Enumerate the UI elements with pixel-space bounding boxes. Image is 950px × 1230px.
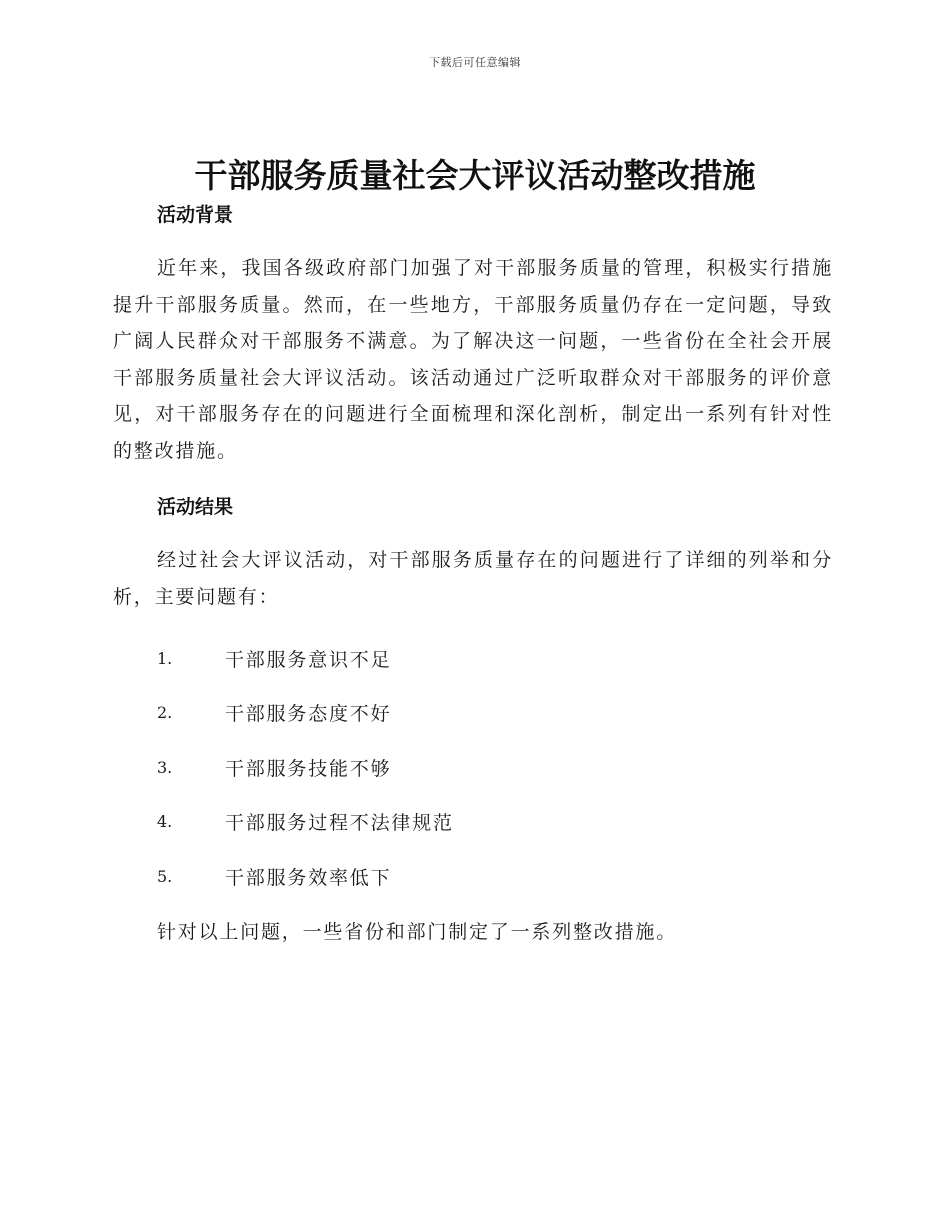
problem-list <box>113 631 833 904</box>
list-item-text: 干部服务过程不法律规范 <box>225 812 454 835</box>
page-header-note: 下载后可任意编辑 <box>429 56 521 69</box>
list-item-number: 4. <box>157 812 173 832</box>
section-heading-results: 活动结果 <box>157 496 234 518</box>
list-item-number: 5. <box>157 866 173 886</box>
results-paragraph: 经过社会大评议活动，对干部服务质量存在的问题进行了详细的列举和分析，主要问题有： <box>113 549 833 608</box>
list-item <box>113 631 833 686</box>
list-item-text: 干部服务态度不好 <box>225 703 392 726</box>
list-item <box>113 740 833 795</box>
background-paragraph: 近年来，我国各级政府部门加强了对干部服务质量的管理，积极实行措施提升干部服务质量。然而，在一些地方，干部服务质量仍存在一定问题，导致广阔人民群众对干部服务不满意。为了解决这一问题，一些省份在全社会开展干部服务质量社会大评议活动。该活动通过广泛听取群众对干部服务的评价意见，对干部服务存在的问题进行全面梳理和深化剖析，制定出一系列有针对性的整改措施。 <box>113 257 833 462</box>
list-item-text: 干部服务意识不足 <box>225 648 392 671</box>
list-item-number: 3. <box>157 757 173 777</box>
list-item-number: 2. <box>157 703 173 723</box>
document-title: 干部服务质量社会大评议活动整改措施 <box>194 156 756 195</box>
list-item <box>113 849 833 904</box>
list-item <box>113 686 833 741</box>
section-heading-background: 活动背景 <box>157 204 234 226</box>
closing-paragraph: 针对以上问题，一些省份和部门制定了一系列整改措施。 <box>157 920 678 943</box>
list-item-text: 干部服务技能不够 <box>225 757 392 780</box>
list-item <box>113 795 833 850</box>
list-item-text: 干部服务效率低下 <box>225 866 392 889</box>
document-body <box>113 200 833 950</box>
list-item-number: 1. <box>157 648 173 668</box>
